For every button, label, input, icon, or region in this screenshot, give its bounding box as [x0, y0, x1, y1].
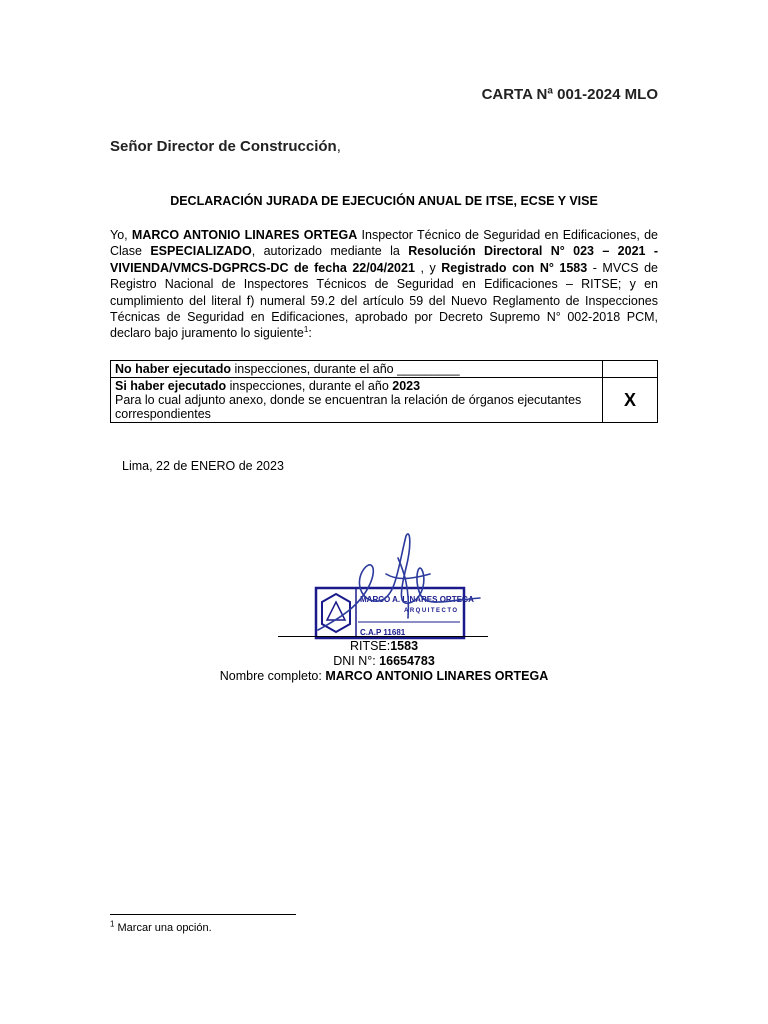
- stamp-name: MARCO A. LINARES ORTEGA: [360, 595, 474, 604]
- fullname-value: MARCO ANTONIO LINARES ORTEGA: [325, 669, 549, 683]
- option-row-executed: [111, 378, 658, 423]
- option-row-not-executed: [111, 361, 658, 378]
- option-cell: [111, 361, 603, 378]
- option-mark-cell[interactable]: [603, 361, 658, 378]
- footnote-divider: [110, 914, 296, 915]
- signature-stamp: [300, 528, 490, 646]
- declaration-paragraph: [110, 227, 658, 342]
- salutation: [110, 138, 341, 155]
- footnote-number: 1: [110, 919, 115, 929]
- salutation-text: Señor Director de Construcción: [110, 138, 337, 155]
- option-text: inspecciones, durante el año: [226, 379, 393, 393]
- dni-label: DNI N°:: [333, 654, 380, 668]
- dni-value: 16654783: [379, 654, 435, 668]
- option-text: inspecciones, durante el año _________: [231, 362, 460, 376]
- place-date: Lima, 22 de ENERO de 2023: [122, 459, 284, 473]
- ritse-line: [110, 639, 658, 654]
- registration-number: Registrado con N° 1583: [441, 260, 588, 275]
- salutation-comma: ,: [336, 138, 341, 155]
- stamp-title: ARQUITECTO: [404, 608, 459, 614]
- footnote-text: Marcar una opción.: [114, 922, 212, 934]
- decl-text-1: Yo,: [110, 228, 132, 242]
- stamp-graphic: [316, 588, 474, 638]
- option-bold-label: Si haber ejecutado: [115, 379, 227, 393]
- decl-text-6: :: [308, 326, 312, 341]
- footnote: [110, 919, 212, 934]
- decl-text-2: Inspector Técnico de Seguridad en Edificaciones, de Clase: [110, 228, 659, 259]
- option-mark-cell[interactable]: X: [603, 378, 658, 423]
- ritse-value: 1583: [390, 639, 419, 653]
- fullname-label: Nombre completo:: [219, 669, 326, 683]
- signer-block: [110, 639, 658, 684]
- handwritten-signature: [318, 534, 480, 630]
- resolution-reference: Resolución Directoral N° 023 – 2021 - VIVIENDA/VMCS-DGPRCS-DC de fecha 22/04/2021: [110, 244, 659, 275]
- dni-line: [110, 654, 658, 669]
- option-bold-label: No haber ejecutado: [115, 362, 231, 376]
- fullname-line: [110, 669, 658, 684]
- footnote-ref: 1: [303, 325, 309, 335]
- option-cell: [111, 378, 603, 423]
- option-year: 2023: [392, 379, 421, 393]
- letter-number: CARTA Nª 001-2024 MLO: [481, 86, 658, 103]
- declarant-class: ESPECIALIZADO: [150, 244, 252, 259]
- option-detail: Para lo cual adjunto anexo, donde se encuentran la relación de órganos ejecutantes correspondientes: [115, 393, 582, 421]
- signature-line: [278, 636, 488, 637]
- decl-text-4: , y: [414, 260, 442, 275]
- options-table: [110, 360, 658, 423]
- declarant-name: MARCO ANTONIO LINARES ORTEGA: [131, 228, 358, 242]
- decl-text-5: - MVCS de Registro Nacional de Inspectores Técnicos de Seguridad en Edificaciones – RITSE; y en cumplimiento del literal f) numeral 59.2 del artículo 59 del Nuevo Reglamento de Inspecciones Técnicas de Seguridad en Edificaciones, aprobado por Decreto Supremo N° 002-2018 PCM, declaro bajo juramento lo siguiente: [110, 260, 658, 341]
- decl-text-3: , autorizado mediante la: [251, 244, 409, 259]
- document-title: DECLARACIÓN JURADA DE EJECUCIÓN ANUAL DE ITSE, ECSE Y VISE: [170, 194, 598, 208]
- stamp-cap: C.A.P 11681: [360, 628, 406, 637]
- ritse-label: RITSE:: [349, 639, 391, 653]
